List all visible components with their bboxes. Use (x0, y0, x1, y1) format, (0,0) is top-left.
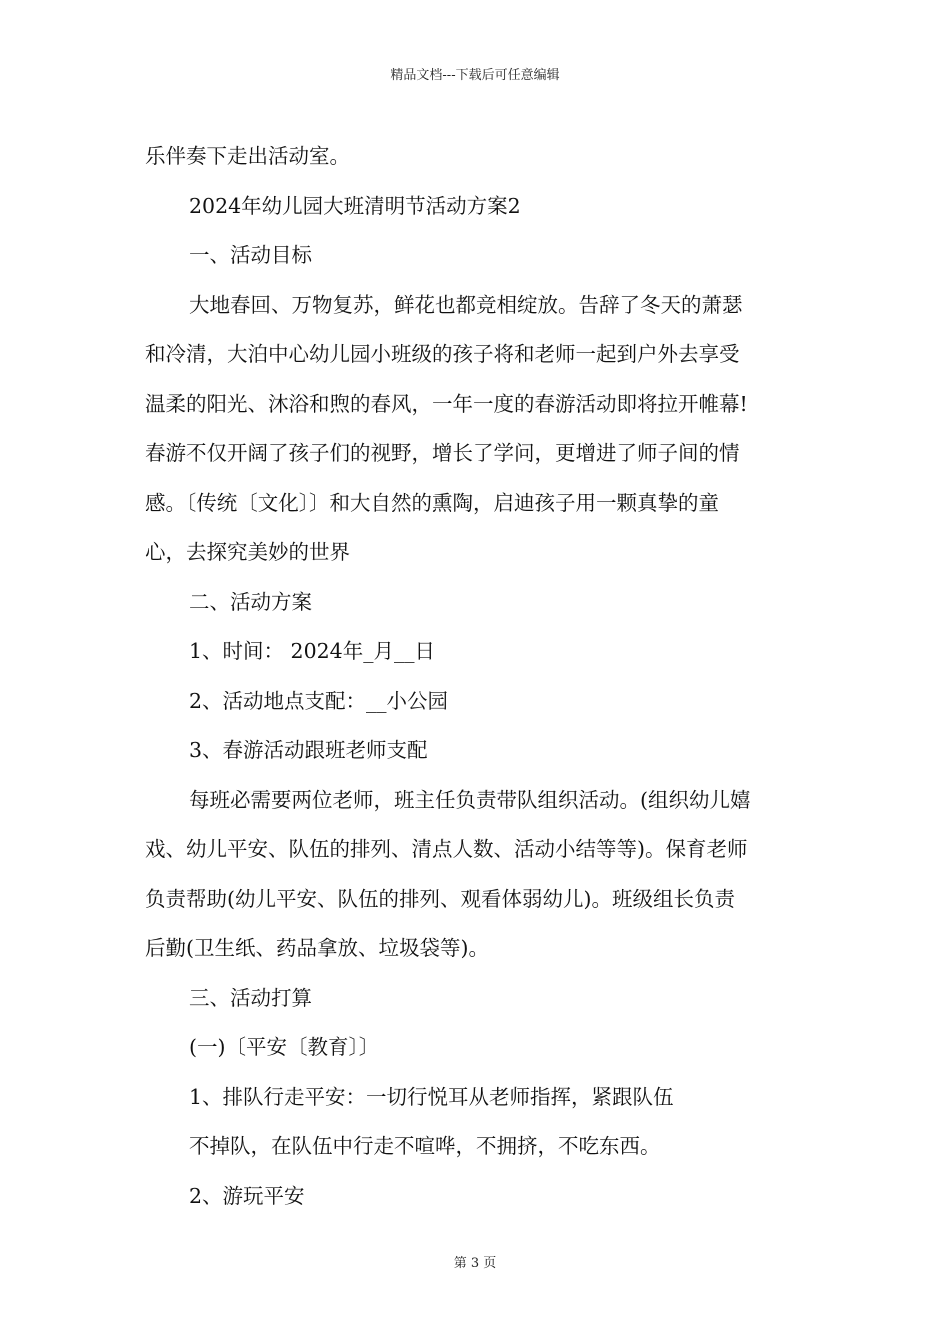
text-line: 春游不仅开阔了孩子们的视野，增长了学问，更增进了师子间的情 (145, 441, 740, 465)
text-line: 1、排队行走平安：一切行悦耳从老师指挥，紧跟队伍 (189, 1084, 674, 1109)
text-line: 2、活动地点支配：__小公园 (189, 688, 449, 713)
text-line: 心，去探究美妙的世界 (145, 540, 350, 564)
text-line: 戏、幼儿平安、队伍的排列、清点人数、活动小结等等)。保育老师 (145, 837, 748, 861)
text-line: 1、时间： 2024年_月__日 (189, 639, 435, 663)
text-line: 不掉队，在队伍中行走不喧哗，不拥挤，不吃东西。 (189, 1134, 661, 1158)
text-line: 乐伴奏下走出活动室。 (145, 144, 350, 168)
text-line: 后勤(卫生纸、药品拿放、垃圾袋等)。 (145, 936, 489, 960)
document-body (145, 132, 815, 1221)
text-line: 3、春游活动跟班老师支配 (189, 738, 428, 762)
page-number: 第 3 页 (453, 1256, 497, 1271)
text-line: 三、活动打算 (189, 985, 312, 1010)
text-line: 温柔的阳光、沐浴和煦的春风，一年一度的春游活动即将拉开帷幕! (145, 391, 748, 416)
text-line: 2、游玩平安 (189, 1183, 305, 1208)
text-line: 大地春回、万物复苏，鲜花也都竞相绽放。告辞了冬天的萧瑟 (189, 292, 743, 317)
text-line: 2024年幼儿园大班清明节活动方案2 (189, 193, 521, 218)
text-line: 一、活动目标 (189, 243, 312, 267)
text-line: 负责帮助(幼儿平安、队伍的排列、观看体弱幼儿)。班级组长负责 (145, 886, 735, 911)
page-header: 精品文档---下载后可任意编辑 (390, 68, 560, 83)
text-line: 感。〔传统〔文化〕〕和大自然的熏陶，启迪孩子用一颗真挚的童 (145, 490, 719, 515)
text-line: 和冷清，大泊中心幼儿园小班级的孩子将和老师一起到户外去享受 (145, 342, 740, 366)
text-line: 二、活动方案 (189, 589, 312, 614)
text-line: 每班必需要两位老师，班主任负责带队组织活动。(组织幼儿嬉 (189, 787, 751, 812)
text-line: (一)〔平安〔教育〕〕 (189, 1035, 380, 1059)
